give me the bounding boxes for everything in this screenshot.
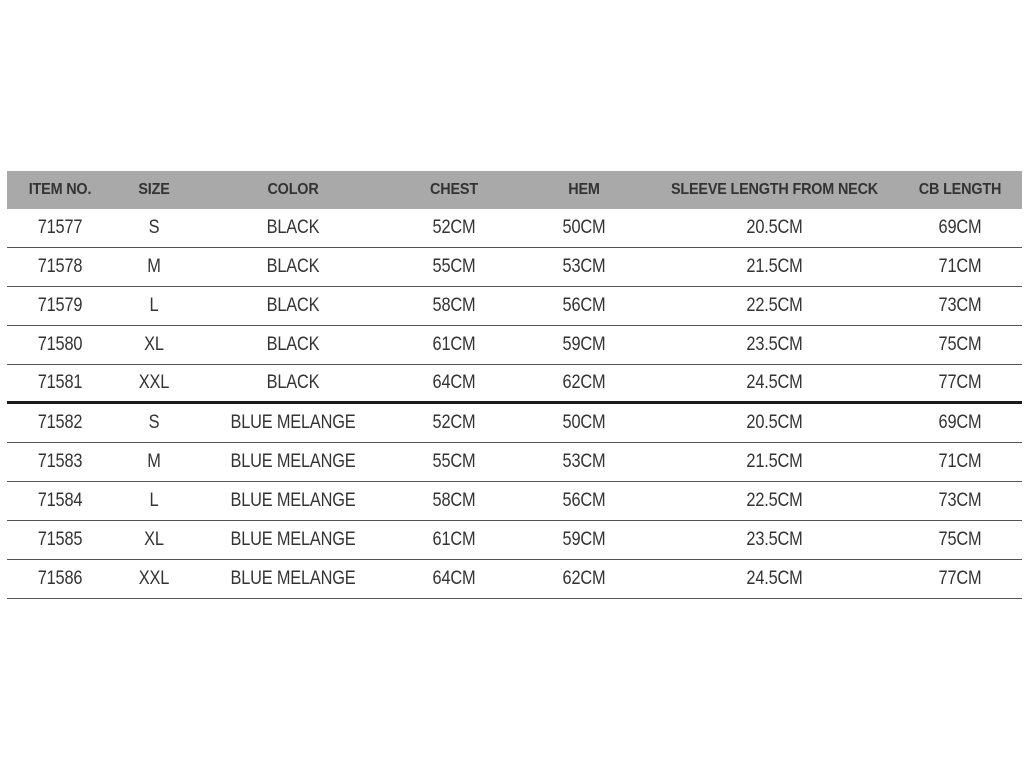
cell-hem: 53CM <box>562 256 606 277</box>
size-chart-table <box>7 171 1022 599</box>
cell-hem: 56CM <box>562 295 606 316</box>
cell-cb-length: 75CM <box>938 334 982 355</box>
table-row <box>7 521 1022 560</box>
cell-sleeve-length: 24.5CM <box>746 372 803 393</box>
cell-sleeve-length: 20.5CM <box>746 217 803 238</box>
cell-size: M <box>147 451 161 472</box>
cell-color: BLUE MELANGE <box>230 529 356 550</box>
table-header-row <box>7 171 1022 209</box>
header-color: COLOR <box>267 181 319 198</box>
cell-item-no: 71579 <box>37 295 83 316</box>
cell-color: BLACK <box>266 334 320 355</box>
cell-item-no: 71586 <box>37 568 83 589</box>
cell-chest: 64CM <box>432 568 476 589</box>
cell-hem: 62CM <box>562 372 606 393</box>
cell-color: BLACK <box>266 372 320 393</box>
cell-hem: 59CM <box>562 529 606 550</box>
cell-cb-length: 73CM <box>938 295 982 316</box>
cell-cb-length: 77CM <box>938 372 982 393</box>
cell-size: S <box>148 217 160 238</box>
cell-item-no: 71584 <box>37 490 83 511</box>
cell-size: L <box>149 295 159 316</box>
cell-size: XXL <box>138 372 170 393</box>
cell-sleeve-length: 20.5CM <box>746 412 803 433</box>
cell-color: BLACK <box>266 295 320 316</box>
cell-chest: 61CM <box>432 529 476 550</box>
cell-chest: 52CM <box>432 217 476 238</box>
cell-cb-length: 73CM <box>938 490 982 511</box>
cell-cb-length: 71CM <box>938 451 982 472</box>
cell-sleeve-length: 21.5CM <box>746 256 803 277</box>
header-hem: HEM <box>568 181 600 198</box>
cell-item-no: 71580 <box>37 334 83 355</box>
cell-color: BLACK <box>266 256 320 277</box>
table-row <box>7 443 1022 482</box>
cell-cb-length: 77CM <box>938 568 982 589</box>
cell-size: S <box>148 412 160 433</box>
cell-chest: 55CM <box>432 451 476 472</box>
cell-sleeve-length: 23.5CM <box>746 334 803 355</box>
cell-item-no: 71582 <box>37 412 83 433</box>
cell-item-no: 71585 <box>37 529 83 550</box>
cell-hem: 56CM <box>562 490 606 511</box>
header-chest: CHEST <box>430 181 478 198</box>
cell-cb-length: 69CM <box>938 412 982 433</box>
cell-item-no: 71577 <box>37 217 83 238</box>
cell-color: BLUE MELANGE <box>230 490 356 511</box>
cell-color: BLUE MELANGE <box>230 412 356 433</box>
cell-item-no: 71581 <box>37 372 83 393</box>
cell-chest: 55CM <box>432 256 476 277</box>
cell-hem: 53CM <box>562 451 606 472</box>
header-size: SIZE <box>138 181 170 198</box>
cell-chest: 61CM <box>432 334 476 355</box>
header-sleeve-length: SLEEVE LENGTH FROM NECK <box>670 181 879 198</box>
cell-size: XL <box>144 334 164 355</box>
cell-hem: 50CM <box>562 217 606 238</box>
cell-chest: 64CM <box>432 372 476 393</box>
cell-sleeve-length: 23.5CM <box>746 529 803 550</box>
cell-size: XL <box>144 529 164 550</box>
cell-sleeve-length: 24.5CM <box>746 568 803 589</box>
cell-chest: 58CM <box>432 490 476 511</box>
cell-cb-length: 71CM <box>938 256 982 277</box>
cell-color: BLACK <box>266 217 320 238</box>
table-row <box>7 248 1022 287</box>
cell-size: XXL <box>138 568 170 589</box>
table-row <box>7 287 1022 326</box>
header-item-no: ITEM NO. <box>28 181 92 198</box>
table-row <box>7 404 1022 443</box>
cell-size: L <box>149 490 159 511</box>
cell-sleeve-length: 22.5CM <box>746 295 803 316</box>
table-row <box>7 209 1022 248</box>
cell-cb-length: 69CM <box>938 217 982 238</box>
cell-size: M <box>147 256 161 277</box>
table-row <box>7 482 1022 521</box>
table-row <box>7 365 1022 404</box>
cell-hem: 62CM <box>562 568 606 589</box>
cell-sleeve-length: 22.5CM <box>746 490 803 511</box>
cell-chest: 58CM <box>432 295 476 316</box>
cell-cb-length: 75CM <box>938 529 982 550</box>
cell-color: BLUE MELANGE <box>230 568 356 589</box>
table-row <box>7 326 1022 365</box>
cell-hem: 59CM <box>562 334 606 355</box>
cell-color: BLUE MELANGE <box>230 451 356 472</box>
cell-chest: 52CM <box>432 412 476 433</box>
cell-item-no: 71578 <box>37 256 83 277</box>
table-row <box>7 560 1022 599</box>
cell-sleeve-length: 21.5CM <box>746 451 803 472</box>
cell-item-no: 71583 <box>37 451 83 472</box>
header-cb-length: CB LENGTH <box>918 181 1002 198</box>
cell-hem: 50CM <box>562 412 606 433</box>
